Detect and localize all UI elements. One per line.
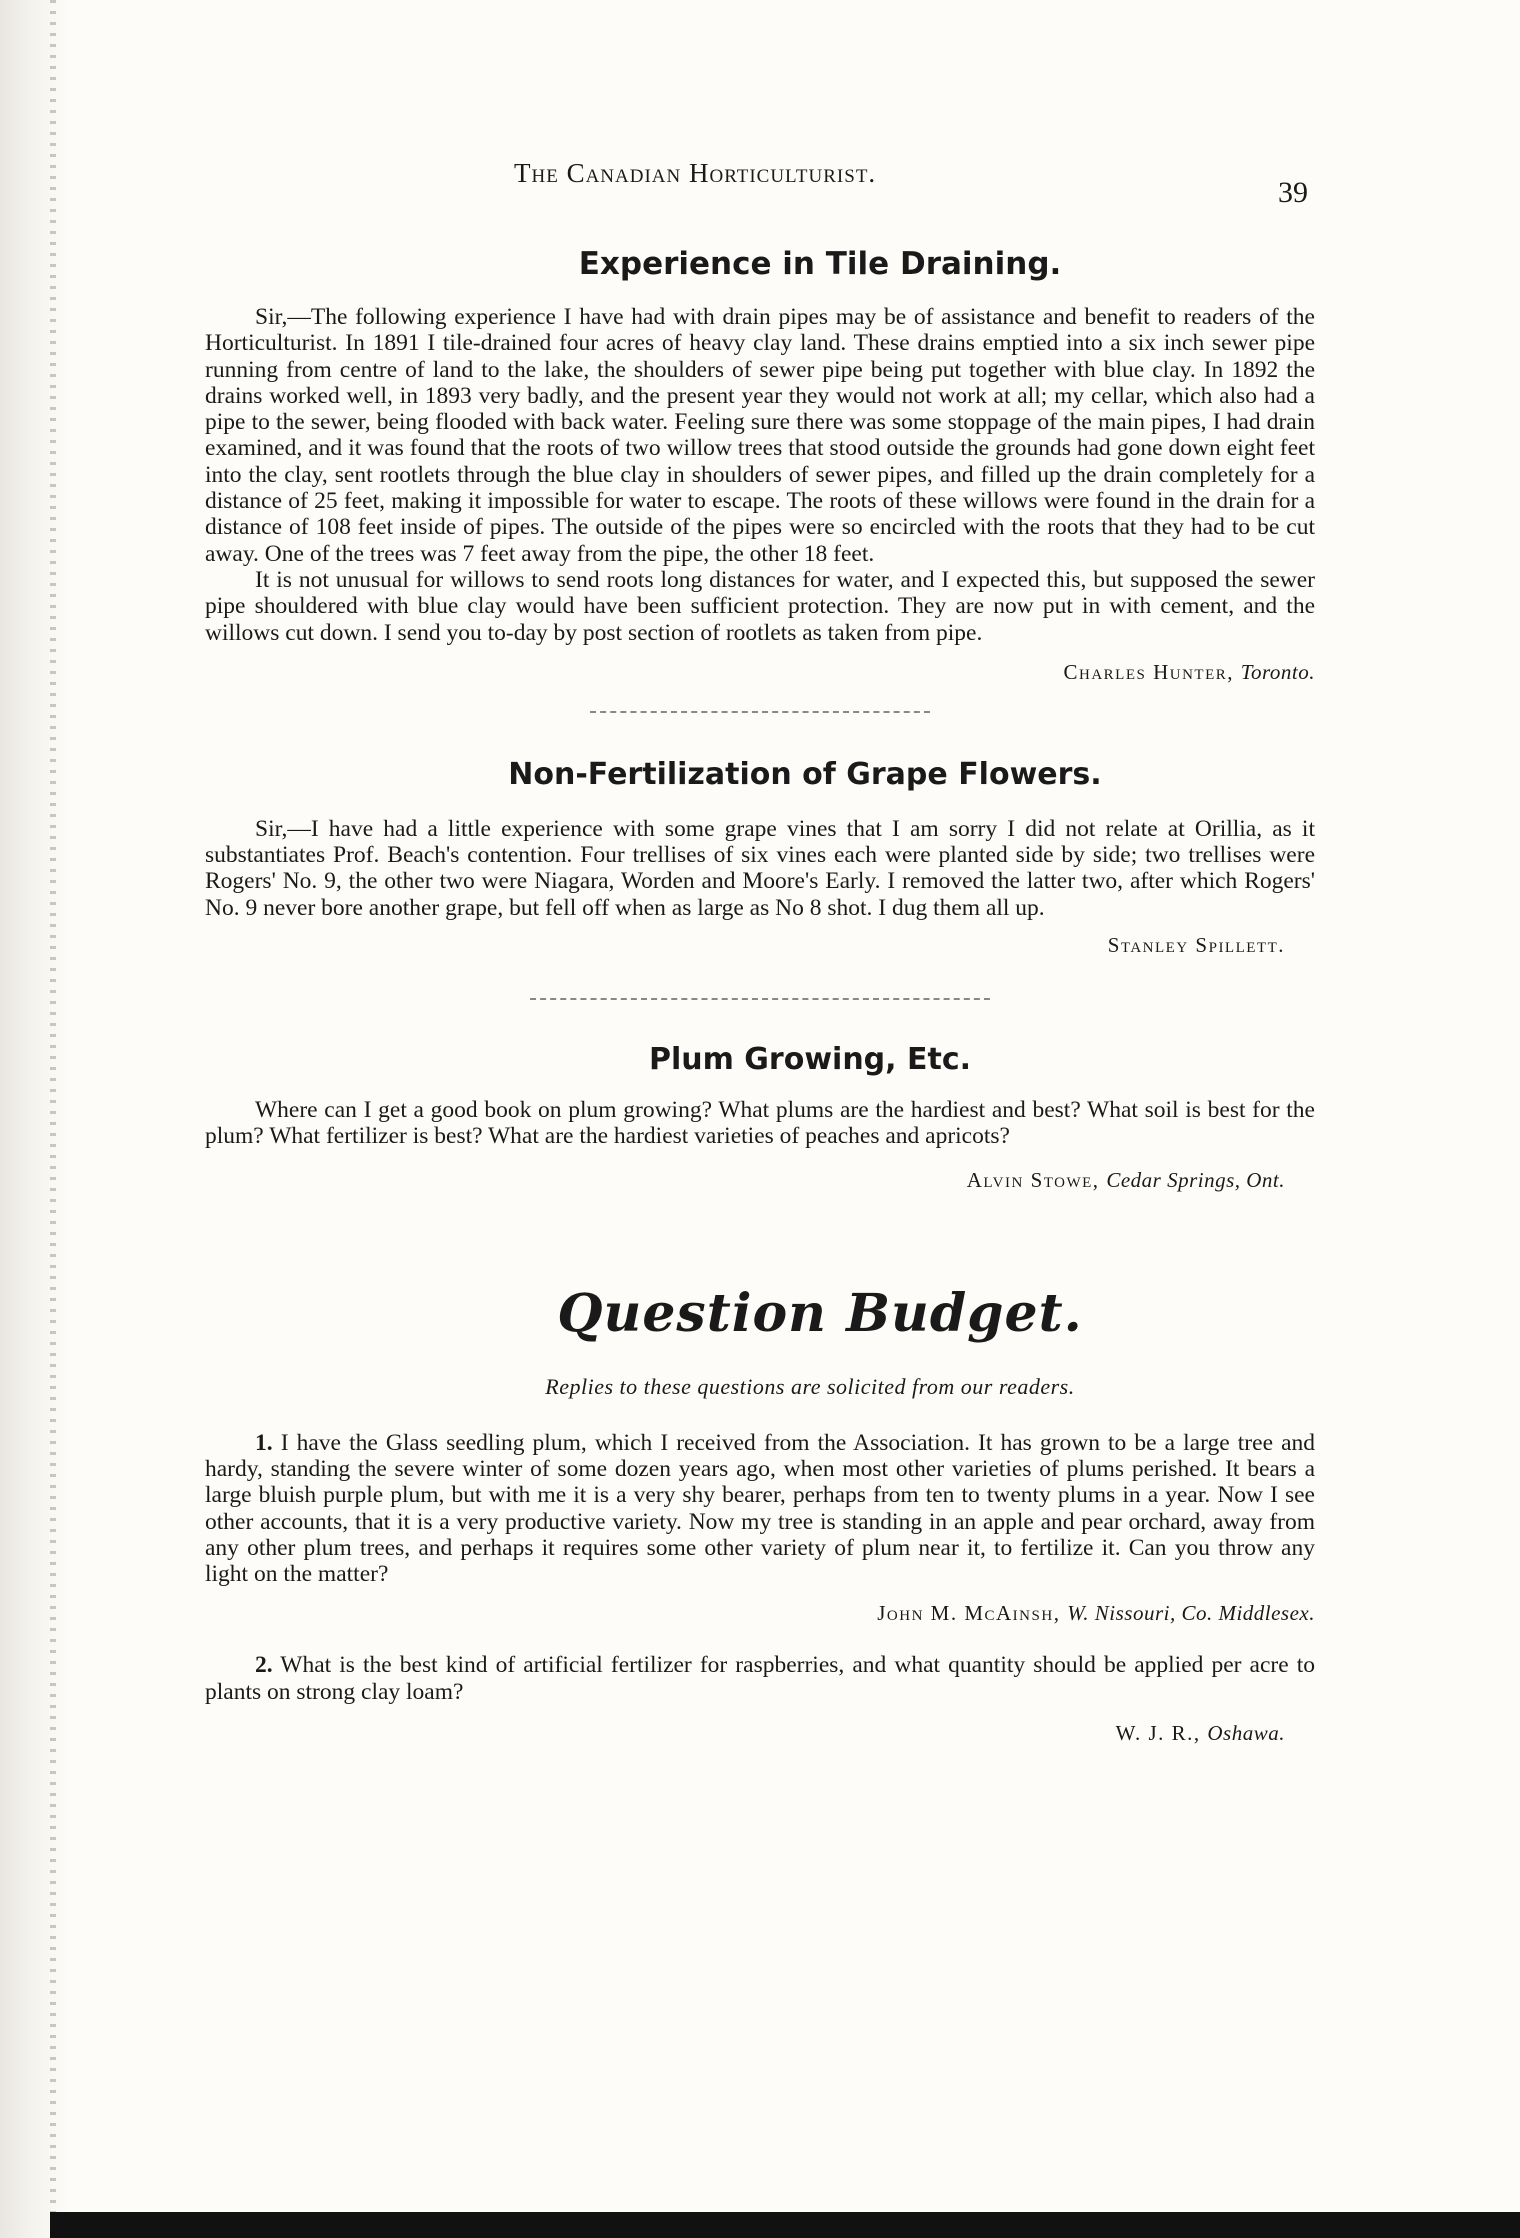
paragraph: It is not unusual for willows to send roots long distances for water, and I expected this, but supposed the sewer pipe shouldered with blue clay would have been sufficient protection. They are now put in with cement, and the willows cut down. I send you to-day by post section of rootlets as taken from pipe.: [205, 566, 1315, 646]
signature: [205, 660, 1315, 685]
question-text: [205, 1430, 1315, 1588]
article-title: Plum Growing, Etc.: [648, 1042, 972, 1078]
article-title: Non-Fertilization of Grape Flowers.: [508, 756, 1102, 792]
signature-place: Oshawa.: [1207, 1721, 1285, 1746]
article-body: [205, 816, 1315, 921]
signature: [205, 933, 1285, 958]
binding-holes: [50, 0, 56, 2238]
question-text: [205, 1652, 1315, 1705]
section-divider: [590, 711, 930, 713]
signature-place: Toronto.: [1240, 659, 1315, 684]
signature-place: W. Nissouri, Co. Middlesex.: [1067, 1601, 1315, 1626]
article-body: [205, 304, 1315, 646]
signature: [205, 1601, 1315, 1626]
page-header: [0, 158, 1520, 209]
question-budget-title: Question Budget.: [557, 1282, 1083, 1344]
article-plum-growing: [205, 1042, 1315, 1193]
article-tile-draining: [205, 246, 1315, 685]
signature: [205, 1721, 1285, 1746]
signature-place: Cedar Springs, Ont.: [1106, 1167, 1285, 1192]
question-item: [205, 1652, 1315, 1705]
question-number: 2.: [255, 1652, 273, 1679]
question-body: I have the Glass seedling plum, which I received from the Association. It has grown to be a large tree and hardy, standing the severe winter of some dozen years ago, when most other varieties of plums perished. It bears a large bluish purple plum, but with me it is a very shy bearer, perhaps from ten to twenty plums in a year. Now I see other accounts, that it is a very productive variety. Now my tree is standing in an apple and pear orchard, away from any other plum trees, and perhaps it requires some other variety of plum near it, to fertilize it. Can you throw any light on the matter?: [205, 1429, 1316, 1588]
page-bottom-shadow: [50, 2212, 1520, 2238]
article-title: Experience in Tile Draining.: [578, 246, 1062, 282]
section-divider: [530, 998, 990, 1000]
running-title: The Canadian Horticulturist.: [514, 158, 877, 188]
question-body: What is the best kind of artificial fertilizer for raspberries, and what quantity should be applied per acre to plants on strong clay loam?: [205, 1652, 1316, 1705]
article-grape-flowers: [205, 757, 1315, 958]
signature-name: Alvin Stowe,: [966, 1167, 1100, 1192]
signature-name: W. J. R.,: [1115, 1721, 1201, 1746]
page-binding-edge: [0, 0, 70, 2238]
paragraph: Sir,—The following experience I have had with drain pipes may be of assistance and benefit to readers of the Horticulturist. In 1891 I tile-drained four acres of heavy clay land. These drains emptied into a six inch sewer pipe running from centre of land to the lake, the shoulders of sewer pipe being put together with blue clay. In 1892 the drains worked well, in 1893 very badly, and the present year they would not work at all; my cellar, which also had a pipe to the sewer, being flooded with back water. Feeling sure there was some stoppage of the main pipes, I had drain examined, and it was found that the roots of two willow trees that stood outside the grounds had gone down eight feet into the clay, sent rootlets through the blue clay in shoulders of sewer pipes, and filled up the drain completely for a distance of 25 feet, making it impossible for water to escape. The roots of these willows were found in the drain for a distance of 108 feet inside of pipes. The outside of the pipes were so encircled with the roots that they had to be cut away. One of the trees was 7 feet away from the pipe, the other 18 feet.: [205, 304, 1315, 567]
paragraph: Where can I get a good book on plum growing? What plums are the hardiest and best? What soil is best for the plum? What fertilizer is best? What are the hardiest varieties of peaches and apricots?: [205, 1097, 1315, 1150]
signature: [205, 1168, 1285, 1193]
signature-name: John M. McAinsh,: [877, 1601, 1061, 1626]
question-budget: [205, 1283, 1315, 1746]
question-budget-subtitle: Replies to these questions are solicited from our readers.: [545, 1373, 1075, 1399]
question-item: [205, 1430, 1315, 1588]
page-number: 39: [1278, 176, 1308, 209]
page-content: [205, 246, 1315, 1746]
article-body: [205, 1097, 1315, 1150]
signature-name: Charles Hunter,: [1063, 659, 1235, 684]
paragraph: Sir,—I have had a little experience with some grape vines that I am sorry I did not relate at Orillia, as it substantiates Prof. Beach's contention. Four trellises of six vines each were planted side by side; two trellises were Rogers' No. 9, the other two were Niagara, Worden and Moore's Early. I removed the latter two, after which Rogers' No. 9 never bore another grape, but fell off when as large as No 8 shot. I dug them all up.: [205, 815, 1315, 921]
question-number: 1.: [255, 1429, 273, 1456]
signature-name: Stanley Spillett.: [1107, 933, 1285, 958]
